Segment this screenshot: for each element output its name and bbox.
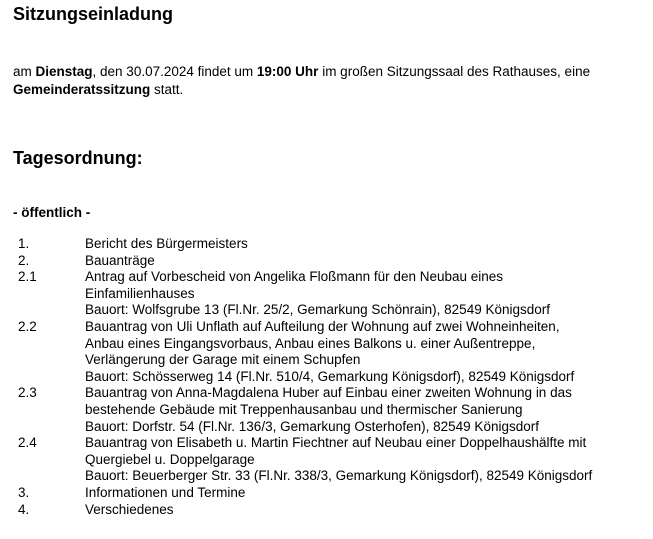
agenda-item-number: 2.1 — [18, 269, 37, 285]
meeting-time: 19:00 Uhr — [256, 64, 319, 79]
meeting-type: Gemeinderatssitzung — [13, 82, 151, 97]
agenda-item-text: Antrag auf Vorbescheid von Angelika Floßmann für den Neubau eines — [85, 269, 504, 285]
agenda-item-number: 3. — [18, 484, 30, 500]
agenda-item-text-line: Quergiebel u. Doppelgarage — [85, 451, 255, 467]
agenda-item-text-line: Anbau eines Eingangsvorbaus, Anbau eines Balkons u. einer Außentreppe, — [85, 335, 536, 351]
agenda-item-text: Verschiedenes — [85, 501, 174, 517]
agenda-item — [0, 385, 653, 435]
agenda-item — [0, 485, 653, 502]
agenda-item-number: 2.2 — [18, 318, 37, 334]
agenda-item-number: 4. — [18, 501, 30, 517]
public-section-label: - öffentlich - — [13, 205, 91, 220]
agenda-list — [0, 236, 653, 518]
agenda-item — [0, 236, 653, 253]
intro-prefix: am — [13, 64, 36, 79]
agenda-item-text-line: Bauort: Beuerberger Str. 33 (Fl.Nr. 338/3, Gemarkung Königsdorf), 82549 Königsdorf — [85, 468, 593, 484]
agenda-heading: Tagesordnung: — [13, 148, 143, 168]
intro-location: im großen Sitzungssaal des Rathauses, eine — [318, 64, 591, 79]
meeting-day: Dienstag — [35, 64, 93, 79]
agenda-item — [0, 435, 653, 485]
agenda-item-text-line: Bauort: Schösserweg 14 (Fl.Nr. 510/4, Gemarkung Königsdorf), 82549 Königsdorf — [85, 368, 575, 384]
agenda-item-number: 1. — [18, 236, 30, 251]
agenda-item-text: Bericht des Bürgermeisters — [85, 236, 248, 251]
invitation-text — [13, 63, 648, 99]
agenda-item — [0, 253, 653, 270]
intro-suffix: statt. — [150, 82, 184, 97]
agenda-item-text-line: Einfamilienhauses — [85, 285, 195, 301]
agenda-item-text: Bauantrag von Anna-Magdalena Huber auf Einbau einer zweiten Wohnung in das — [85, 385, 572, 401]
agenda-item-number: 2. — [18, 252, 30, 268]
agenda-item-text-line: Bauort: Wolfsgrube 13 (Fl.Nr. 25/2, Gemarkung Schönrain), 82549 Königsdorf — [85, 302, 550, 318]
agenda-item-text-line: bestehende Gebäude mit Treppenhausanbau und thermischer Sanierung — [85, 401, 523, 417]
agenda-item — [0, 269, 653, 319]
agenda-item-text: Bauantrag von Uli Unflath auf Aufteilung der Wohnung auf zwei Wohneinheiten, — [85, 318, 560, 334]
intro-date: , den 30.07.2024 findet um — [92, 64, 257, 79]
agenda-item-text-line: Bauort: Dorfstr. 54 (Fl.Nr. 136/3, Gemarkung Osterhofen), 82549 Königsdorf — [85, 418, 539, 434]
document-title: Sitzungseinladung — [13, 4, 173, 24]
agenda-item — [0, 319, 653, 385]
agenda-item-text: Bauanträge — [85, 252, 155, 268]
agenda-item-text: Informationen und Termine — [85, 484, 246, 500]
agenda-item — [0, 502, 653, 519]
agenda-item-text: Bauantrag von Elisabeth u. Martin Fiechtner auf Neubau einer Doppelhaushälfte mit — [85, 435, 587, 451]
agenda-item-number: 2.4 — [18, 435, 37, 451]
agenda-item-text-line: Verlängerung der Garage mit einem Schupfen — [85, 352, 361, 368]
agenda-item-number: 2.3 — [18, 385, 37, 401]
